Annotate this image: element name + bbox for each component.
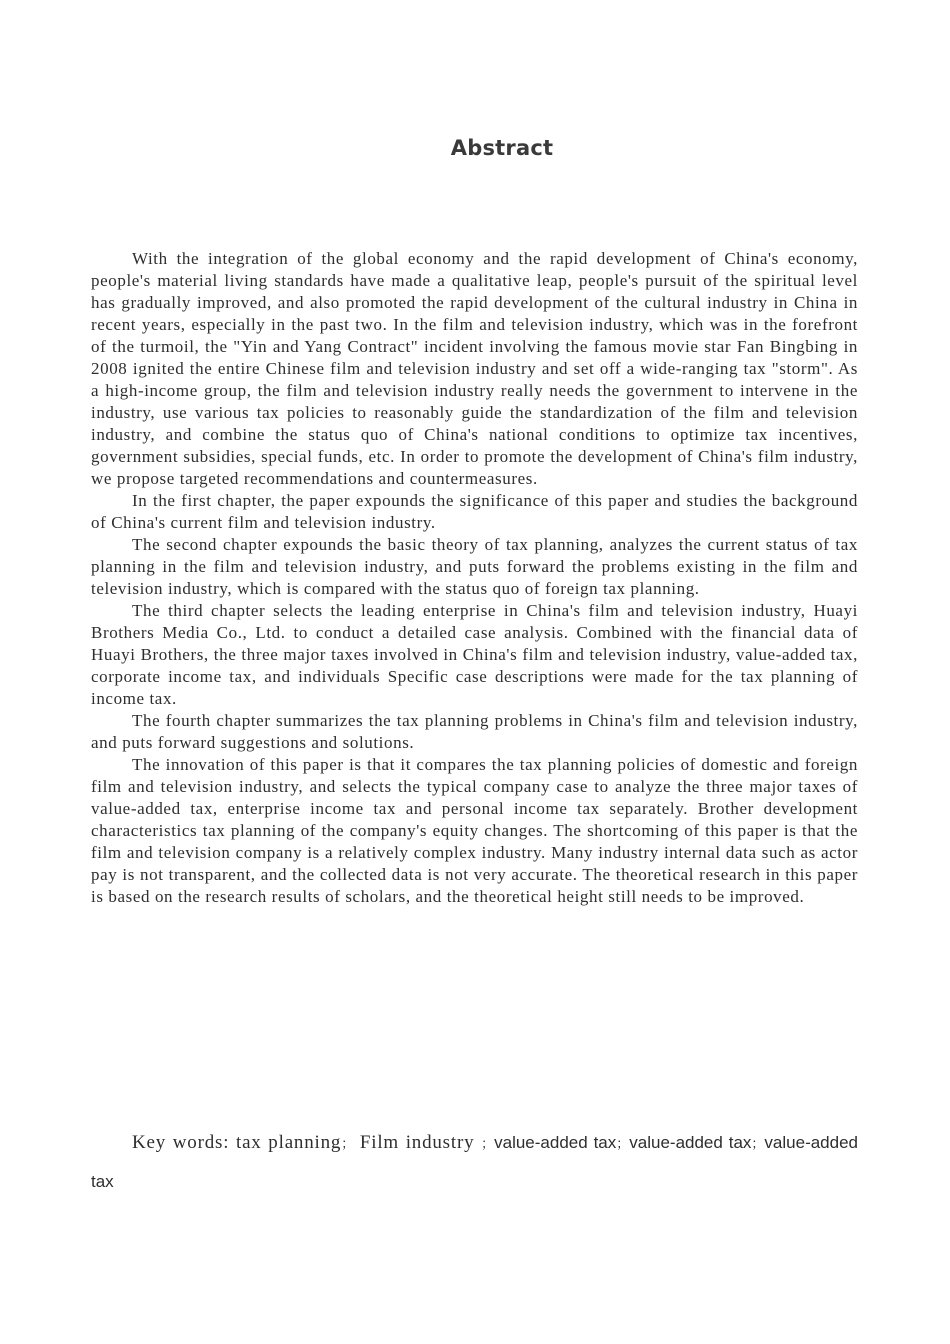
keyword-separator: ； (751, 1137, 765, 1152)
keywords-label: Key words: tax planning (132, 1132, 342, 1153)
paragraph-chapter-four: The fourth chapter summarizes the tax planning problems in China's film and television industry, and puts forward suggestions and solutions. (91, 711, 858, 752)
keyword-separator: ； (481, 1137, 495, 1152)
paragraph-intro: With the integration of the global economy and the rapid development of China's economy, people's material living standards have made a qualitative leap, people's pursuit of the spiritual level has gradually improved, and also promoted the rapid development of the cultural industry in China in recent years, especially in the past two. In the film and television industry, which was in the forefront of the turmoil, the "Yin and Yang Contract" incident involving the famous movie star Fan Bingbing in 2008 ignited the entire Chinese film and television industry and set off a wide-ranging tax "storm". As a high-income group, the film and television industry really needs the government to intervene in the industry, use various tax policies to reasonably guide the standardization of the film and television industry, and combine the status quo of China's national conditions to optimize tax incentives, government subsidies, special funds, etc. In order to promote the development of China's film industry, we propose targeted recommendations and countermeasures. (91, 249, 858, 488)
keyword-value-added-tax: value-added tax (629, 1133, 752, 1152)
keywords-line (91, 1124, 858, 1200)
paragraph-chapter-two: The second chapter expounds the basic theory of tax planning, analyzes the current status of tax planning in the film and television industry, and puts forward the problems existing in the film and television industry, which is compared with the status quo of foreign tax planning. (91, 535, 858, 598)
keyword-value-added-tax: value-added tax (91, 1133, 858, 1191)
keyword-separator: ； (616, 1137, 630, 1152)
keyword-value-added-tax: value-added tax (494, 1133, 617, 1152)
abstract-body (91, 248, 858, 908)
abstract-title: Abstract (450, 136, 554, 160)
keyword-film-industry: Film industry (359, 1132, 482, 1153)
paragraph-chapter-three: The third chapter selects the leading enterprise in China's film and television industry, Huayi Brothers Media Co., Ltd. to conduct a detailed case analysis. Combined with the financial data of Huayi Brothers, the three major taxes involved in China's film and television industry, value-added tax, corporate income tax, and individuals Specific case descriptions were made for the tax planning of income tax. (91, 601, 858, 708)
paragraph-innovation: The innovation of this paper is that it compares the tax planning policies of domestic and foreign film and television industry, and selects the typical company case to analyze the three major taxes of value-added tax, enterprise income tax and personal income tax separately. Brother development characteristics tax planning of the company's equity changes. The shortcoming of this paper is that the film and television company is a relatively complex industry. Many industry internal data such as actor pay is not transparent, and the collected data is not very accurate. The theoretical research in this paper is based on the research results of scholars, and the theoretical height still needs to be improved. (91, 755, 858, 906)
paragraph-chapter-one: In the first chapter, the paper expounds the significance of this paper and studies the background of China's current film and television industry. (91, 491, 858, 532)
keyword-separator: ； (341, 1137, 355, 1152)
